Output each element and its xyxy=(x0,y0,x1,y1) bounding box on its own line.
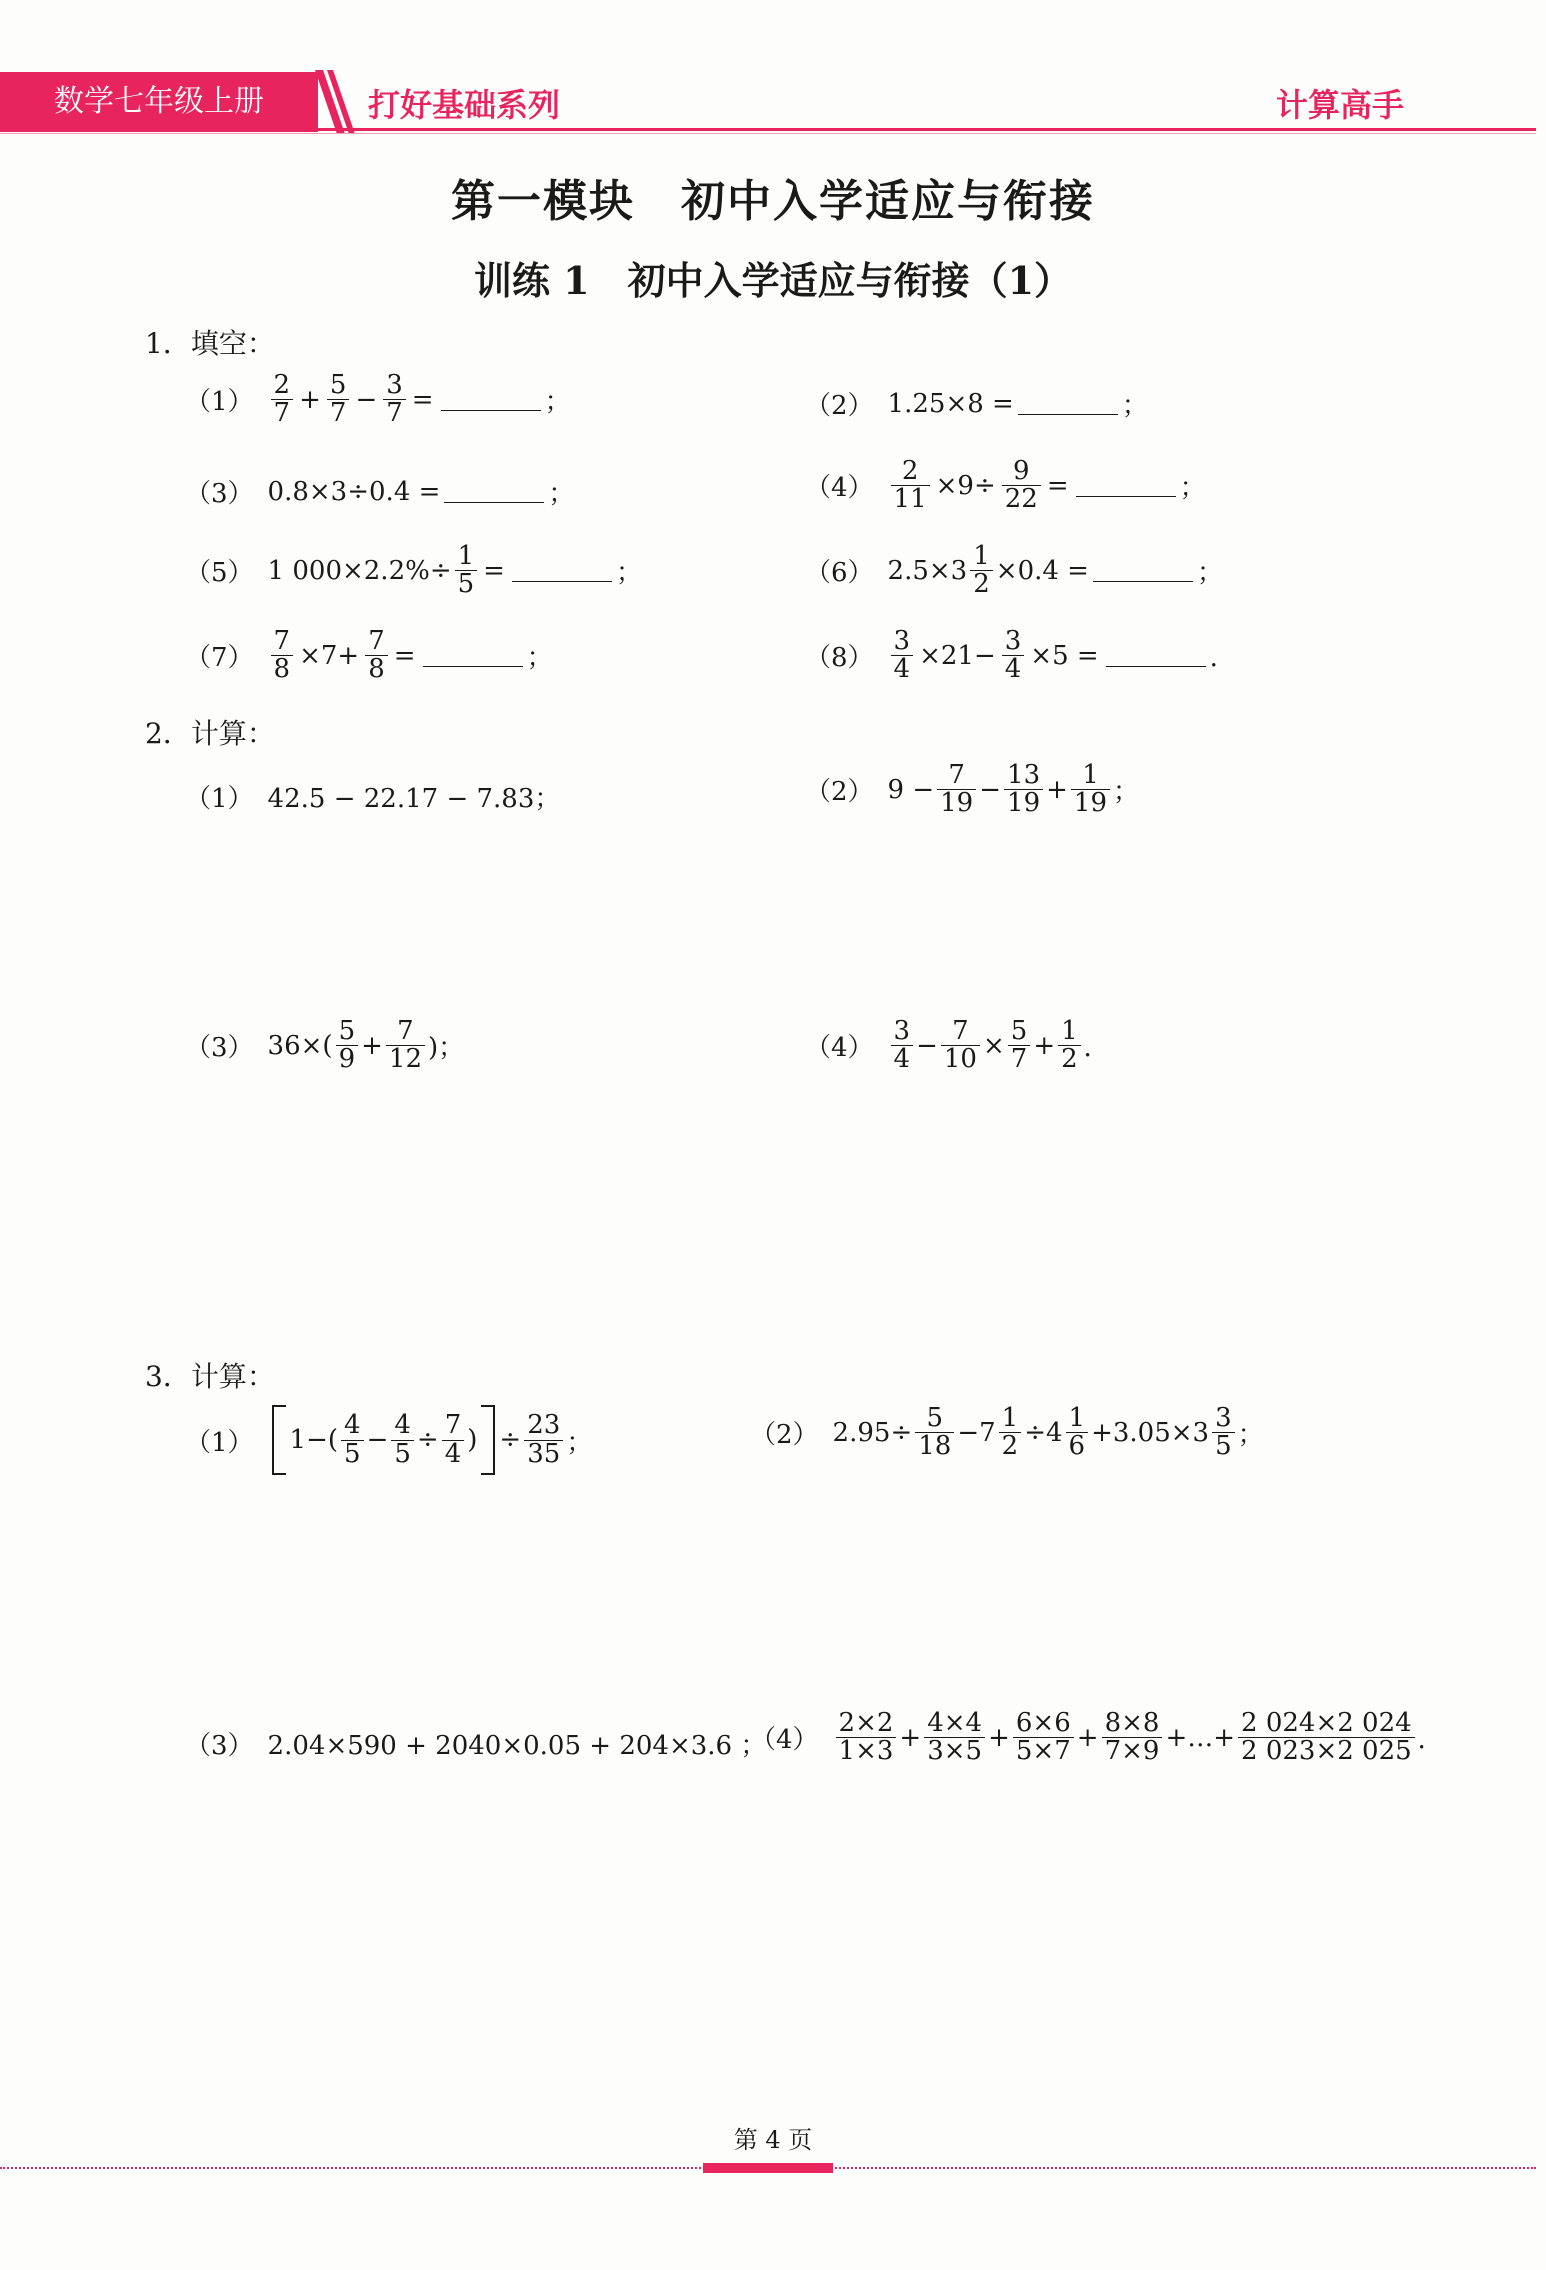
q2-item-4: （4） $\frac{3}{4}$ − $\frac{7}{10}$ × $\frac{5}{7}$ + $\frac{1}{2}$ ． xyxy=(805,1016,1110,1075)
left-square-bracket xyxy=(272,1405,286,1475)
q1-item-5: （5） 1 000×2.2%÷ $\frac{1}{5}$ = ； xyxy=(185,541,642,600)
q1-label: 1．填空： xyxy=(145,327,275,360)
module-title: 第一模块 初中入学适应与衔接 xyxy=(451,176,1095,227)
footer-accent-bar xyxy=(703,2163,833,2173)
q2-item-3-num: （3） xyxy=(185,1033,254,1064)
book-name-label: 计算高手 xyxy=(1276,86,1405,124)
q1-item-5-num: （5） xyxy=(185,558,254,589)
q1-item-6-num: （6） xyxy=(805,558,874,589)
answer-blank[interactable] xyxy=(1093,559,1193,582)
answer-blank[interactable] xyxy=(512,559,612,582)
q2-item-1-num: （1） xyxy=(185,784,254,814)
header-slash-decoration xyxy=(315,70,355,134)
header-rule xyxy=(318,128,1536,131)
q2-item-2: （2） 9 − $\frac{7}{19}$ − $\frac{13}{19}$ + $\frac{1}{19}$ ； xyxy=(805,760,1140,819)
q3-item-2: （2） 2.95÷ $\frac{5}{18}$ −7 $\frac{1}{2}$ ÷4 $\frac{1}{6}$ +3.05×3 $\frac{3}{5}$ ； xyxy=(750,1403,1264,1462)
q2-item-2-num: （2） xyxy=(805,777,874,808)
q1-item-1-num: （1） xyxy=(185,387,254,418)
q1-item-8: （8） $\frac{3}{4}$ ×21− $\frac{3}{4}$ ×5 = ． xyxy=(805,626,1236,685)
answer-blank[interactable] xyxy=(1106,644,1206,667)
q3-item-4: （4） $\frac{2\times 2}{1\times 3}$ + $\frac{4\times 4}{3\times 5}$ + $\frac{6\times 6}{5\times 7}$ + $\frac{8\times 8}{7\times 9}$ +…+ $\frac{2 024\times 2 024}{2 023\times 2 025}$ ． xyxy=(750,1708,1444,1767)
q1-item-2-num: （2） xyxy=(805,391,874,421)
q2-item-4-num: （4） xyxy=(805,1033,874,1064)
series-label: 打好基础系列 xyxy=(368,86,561,124)
q1-item-1: （1） $\frac{2}{7}$ + $\frac{5}{7}$ − $\frac{3}{7}$ = ； xyxy=(185,370,571,429)
answer-blank[interactable] xyxy=(1076,474,1176,497)
q3-item-4-num: （4） xyxy=(750,1725,819,1756)
answer-blank[interactable] xyxy=(441,388,541,411)
lesson-title: 训练 1 初中入学适应与衔接（1） xyxy=(473,258,1073,303)
grade-label: 数学七年级上册 xyxy=(54,84,264,119)
q1-item-3: （3） 0.8×3÷0.4 = ； xyxy=(185,473,574,510)
q2-label: 2．计算： xyxy=(145,717,275,750)
q1-item-4-num: （4） xyxy=(805,473,874,504)
q3-item-1: （1） 1−( $\frac{4}{5}$ − $\frac{4}{5}$ ÷ $\frac{7}{4}$ ) ÷ $\frac{23}{35}$ ； xyxy=(185,1405,592,1475)
q1-item-7: （7） $\frac{7}{8}$ ×7+ $\frac{7}{8}$ = ； xyxy=(185,626,553,685)
q2-item-1: （1） 42.5 − 22.17 − 7.83； xyxy=(185,778,560,815)
q3-item-1-num: （1） xyxy=(185,1427,254,1458)
q3-item-3-num: （3） xyxy=(185,1731,254,1761)
q1-item-6: （6） 2.5×3 $\frac{1}{2}$ ×0.4 = ； xyxy=(805,541,1223,600)
answer-blank[interactable] xyxy=(423,644,523,667)
q1-item-7-num: （7） xyxy=(185,643,254,674)
right-square-bracket xyxy=(481,1405,495,1475)
q3-item-2-num: （2） xyxy=(750,1420,819,1451)
q1-item-4: （4） $\frac{2}{11}$ ×9÷ $\frac{9}{22}$ = ； xyxy=(805,456,1206,515)
q1-item-8-num: （8） xyxy=(805,643,874,674)
q3-label: 3．计算： xyxy=(145,1360,275,1393)
answer-blank[interactable] xyxy=(444,480,544,503)
q1-item-2: （2） 1.25×8 = ； xyxy=(805,385,1148,422)
q2-item-3: （3） 36×( $\frac{5}{9}$ + $\frac{7}{12}$ )； xyxy=(185,1016,465,1075)
page-number: 第 4 页 xyxy=(733,2126,813,2154)
q1-item-3-num: （3） xyxy=(185,479,254,509)
q3-item-3: （3） 2.04×590 + 2040×0.05 + 204×3.6 ； xyxy=(185,1725,766,1762)
answer-blank[interactable] xyxy=(1018,392,1118,415)
header-rule-thin xyxy=(0,133,1536,134)
